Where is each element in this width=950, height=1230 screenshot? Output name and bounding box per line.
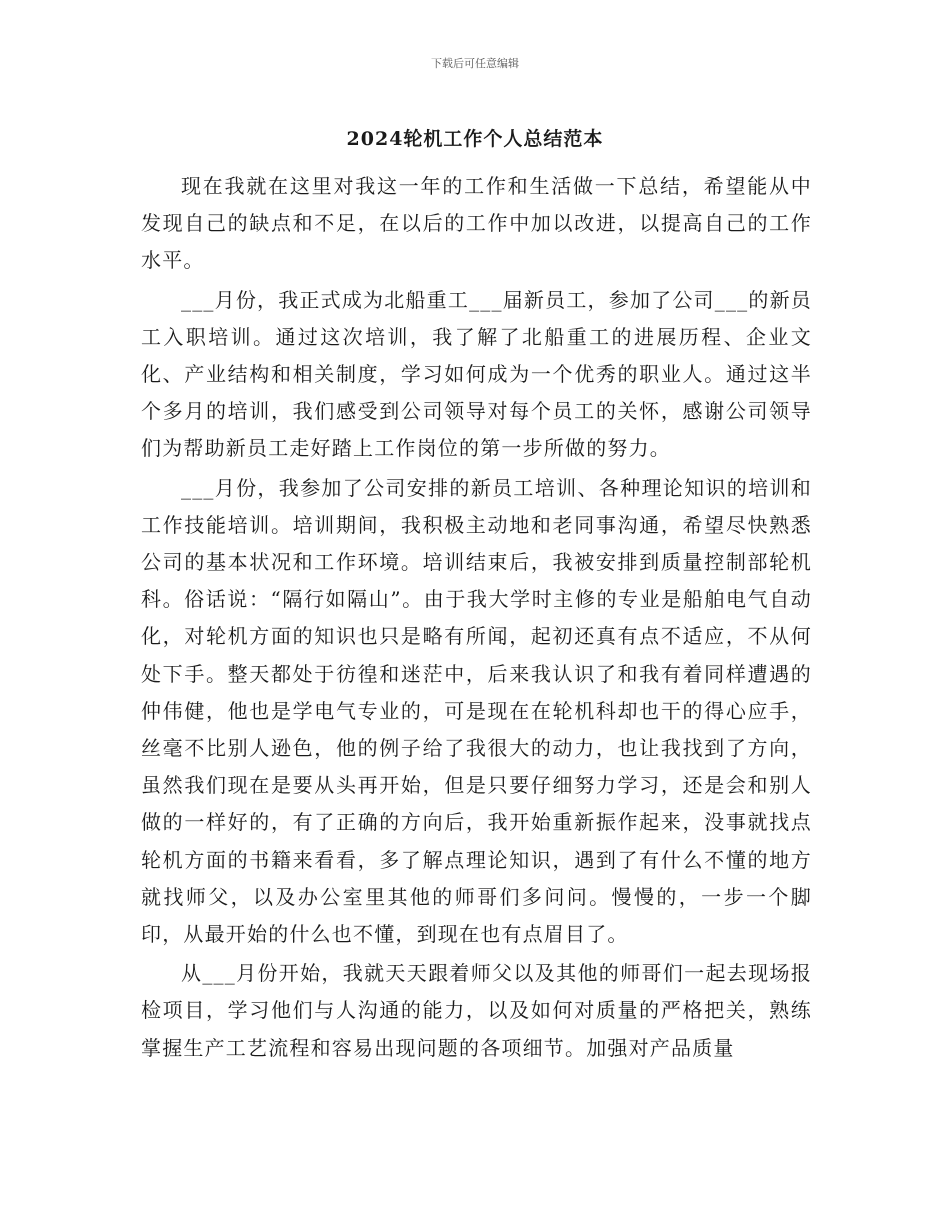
paragraph-2: ___月份，我正式成为北船重工___届新员工，参加了公司___的新员工入职培训。通过这次培训，我了解了北船重工的进展历程、企业文化、产业结构和相关制度，学习如何成为一个优秀的职业人。通过这半个多月的培训，我们感受到公司领导对每个员工的关怀，感谢公司领导们为帮助新员工走好踏上工作岗位的第一步所做的努力。 (141, 287, 812, 461)
paragraph-1: 现在我就在这里对我这一年的工作和生活做一下总结，希望能从中发现自己的缺点和不足，在以后的工作中加以改进，以提高自己的工作水平。 (141, 174, 812, 273)
page-header-note: 下载后可任意编辑 (431, 57, 519, 70)
paragraph-3: ___月份，我参加了公司安排的新员工培训、各种理论知识的培训和工作技能培训。培训期间，我积极主动地和老同事沟通，希望尽快熟悉公司的基本状况和工作环境。培训结束后，我被安排到质量控制部轮机科。俗话说：“隔行如隔山”。由于我大学时主修的专业是船舶电气自动化，对轮机方面的知识也只是略有所闻，起初还真有点不适应，不从何处下手。整天都处于彷徨和迷茫中，后来我认识了和我有着同样遭遇的仲伟健，他也是学电气专业的，可是现在在轮机科却也干的得心应手，丝毫不比别人逊色，他的例子给了我很大的动力，也让我找到了方向，虽然我们现在是要从头再开始，但是只要仔细努力学习，还是会和别人做的一样好的，有了正确的方向后，我开始重新振作起来，没事就找点轮机方面的书籍来看看，多了解点理论知识，遇到了有什么不懂的地方就找师父，以及办公室里其他的师哥们多问问。慢慢的，一步一个脚印，从最开始的什么也不懂，到现在也有点眉目了。 (141, 475, 812, 947)
document-title: 2024轮机工作个人总结范本 (346, 128, 604, 150)
document-body (141, 168, 812, 1069)
paragraph-4: 从___月份开始，我就天天跟着师父以及其他的师哥们一起去现场报检项目，学习他们与人沟通的能力，以及如何对质量的严格把关，熟练掌握生产工艺流程和容易出现问题的各项细节。加强对产品质量 (141, 961, 812, 1060)
